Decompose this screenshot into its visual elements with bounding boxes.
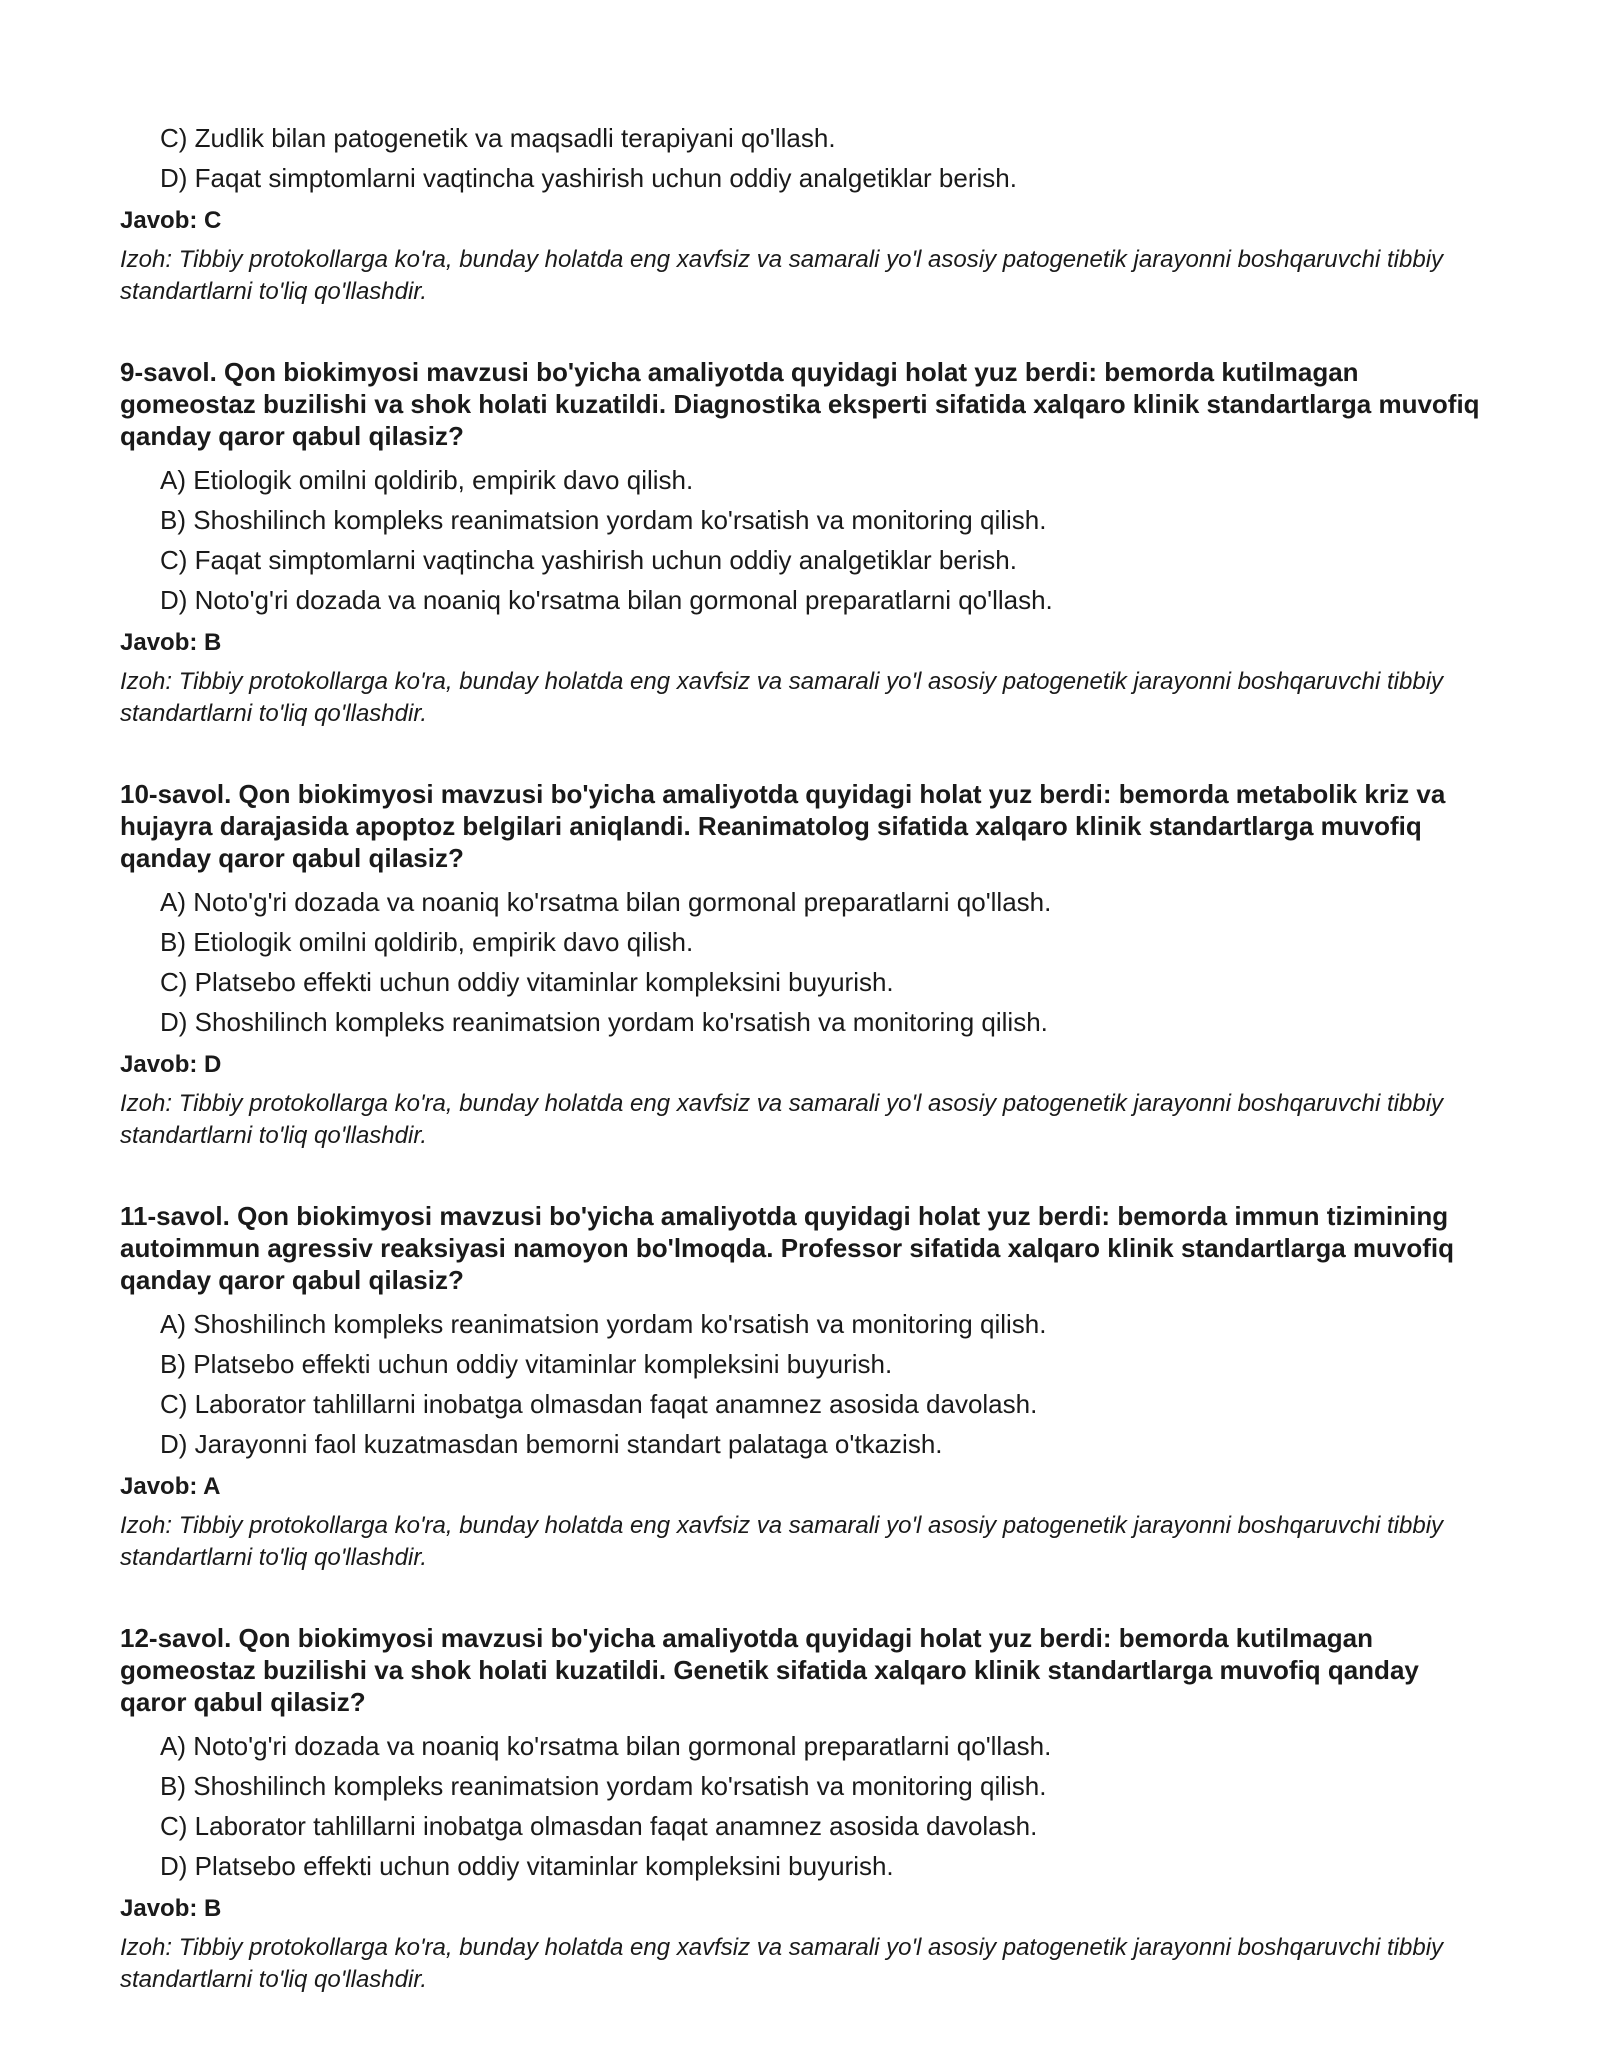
answer-option-c: C) Laborator tahlillarni inobatga olmasdan faqat anamnez asosida davolash. xyxy=(160,1811,1038,1841)
question-9 xyxy=(120,356,1480,730)
question-text: 10-savol. Qon biokimyosi mavzusi bo'yicha amaliyotda quyidagi holat yuz berdi: bemorda metabolik kriz va hujayra darajasida apoptoz belgilari aniqlandi. Reanimatolog sifatida xalqaro klinik standartlarga muvofiq qanday qaror qabul qilasiz? xyxy=(120,779,1446,873)
answer-option-d: D) Shoshilinch kompleks reanimatsion yordam ko'rsatish va monitoring qilish. xyxy=(160,1007,1048,1037)
correct-answer: Javob: B xyxy=(120,1895,222,1922)
answer-option: C) Zudlik bilan patogenetik va maqsadli terapiyani qo'llash. xyxy=(160,123,836,153)
answer-option-c: C) Faqat simptomlarni vaqtincha yashirish uchun oddiy analgetiklar berish. xyxy=(160,545,1017,575)
question-text: 12-savol. Qon biokimyosi mavzusi bo'yicha amaliyotda quyidagi holat yuz berdi: bemorda kutilmagan gomeostaz buzilishi va shok holati kuzatildi. Genetik sifatida xalqaro klinik standartlarga muvofiq qanday qaror qabul qilasiz? xyxy=(120,1623,1419,1717)
answer-option-d: D) Jarayonni faol kuzatmasdan bemorni standart palataga o'tkazish. xyxy=(160,1429,943,1459)
previous-question-tail xyxy=(120,118,1480,308)
answer-option-c: C) Platsebo effekti uchun oddiy vitaminlar kompleksini buyurish. xyxy=(160,967,894,997)
question-10 xyxy=(120,778,1480,1152)
question-text: 11-savol. Qon biokimyosi mavzusi bo'yicha amaliyotda quyidagi holat yuz berdi: bemorda immun tizimining autoimmun agressiv reaksiyasi namoyon bo'lmoqda. Professor sifatida xalqaro klinik standartlarga muvofiq qanday qaror qabul qilasiz? xyxy=(120,1201,1455,1295)
answer-option-d: D) Platsebo effekti uchun oddiy vitaminlar kompleksini buyurish. xyxy=(160,1851,894,1881)
answer-option-b: B) Platsebo effekti uchun oddiy vitaminlar kompleksini buyurish. xyxy=(160,1349,893,1379)
explanation-note: Izoh: Tibbiy protokollarga ko'ra, bunday holatda eng xavfsiz va samarali yo'l asosiy patogenetik jarayonni boshqaruvchi tibbiy standartlarni to'liq qo'llashdir. xyxy=(120,1090,1444,1149)
correct-answer: Javob: A xyxy=(120,1473,221,1500)
answer-option-a: A) Etiologik omilni qoldirib, empirik davo qilish. xyxy=(160,465,694,495)
answer-option-a: A) Shoshilinch kompleks reanimatsion yordam ko'rsatish va monitoring qilish. xyxy=(160,1309,1047,1339)
document-page xyxy=(120,118,1480,1996)
answer-option-b: B) Shoshilinch kompleks reanimatsion yordam ko'rsatish va monitoring qilish. xyxy=(160,505,1047,535)
answer-option-b: B) Etiologik omilni qoldirib, empirik davo qilish. xyxy=(160,927,694,957)
answer-option-d: D) Noto'g'ri dozada va noaniq ko'rsatma bilan gormonal preparatlarni qo'llash. xyxy=(160,585,1053,615)
answer-option: D) Faqat simptomlarni vaqtincha yashirish uchun oddiy analgetiklar berish. xyxy=(160,163,1017,193)
answer-option-a: A) Noto'g'ri dozada va noaniq ko'rsatma bilan gormonal preparatlarni qo'llash. xyxy=(160,1731,1052,1761)
answer-option-c: C) Laborator tahlillarni inobatga olmasdan faqat anamnez asosida davolash. xyxy=(160,1389,1038,1419)
correct-answer: Javob: C xyxy=(120,207,222,234)
explanation-note: Izoh: Tibbiy protokollarga ko'ra, bunday holatda eng xavfsiz va samarali yo'l asosiy patogenetik jarayonni boshqaruvchi tibbiy standartlarni to'liq qo'llashdir. xyxy=(120,1934,1444,1993)
correct-answer: Javob: B xyxy=(120,629,222,656)
question-12 xyxy=(120,1622,1480,1996)
answer-option-a: A) Noto'g'ri dozada va noaniq ko'rsatma bilan gormonal preparatlarni qo'llash. xyxy=(160,887,1052,917)
correct-answer: Javob: D xyxy=(120,1051,222,1078)
question-text: 9-savol. Qon biokimyosi mavzusi bo'yicha amaliyotda quyidagi holat yuz berdi: bemorda kutilmagan gomeostaz buzilishi va shok holati kuzatildi. Diagnostika eksperti sifatida xalqaro klinik standartlarga muvofiq qanday qaror qabul qilasiz? xyxy=(120,357,1480,451)
explanation-note: Izoh: Tibbiy protokollarga ko'ra, bunday holatda eng xavfsiz va samarali yo'l asosiy patogenetik jarayonni boshqaruvchi tibbiy standartlarni to'liq qo'llashdir. xyxy=(120,246,1444,305)
answer-option-b: B) Shoshilinch kompleks reanimatsion yordam ko'rsatish va monitoring qilish. xyxy=(160,1771,1047,1801)
question-11 xyxy=(120,1200,1480,1574)
explanation-note: Izoh: Tibbiy protokollarga ko'ra, bunday holatda eng xavfsiz va samarali yo'l asosiy patogenetik jarayonni boshqaruvchi tibbiy standartlarni to'liq qo'llashdir. xyxy=(120,668,1444,727)
explanation-note: Izoh: Tibbiy protokollarga ko'ra, bunday holatda eng xavfsiz va samarali yo'l asosiy patogenetik jarayonni boshqaruvchi tibbiy standartlarni to'liq qo'llashdir. xyxy=(120,1512,1444,1571)
